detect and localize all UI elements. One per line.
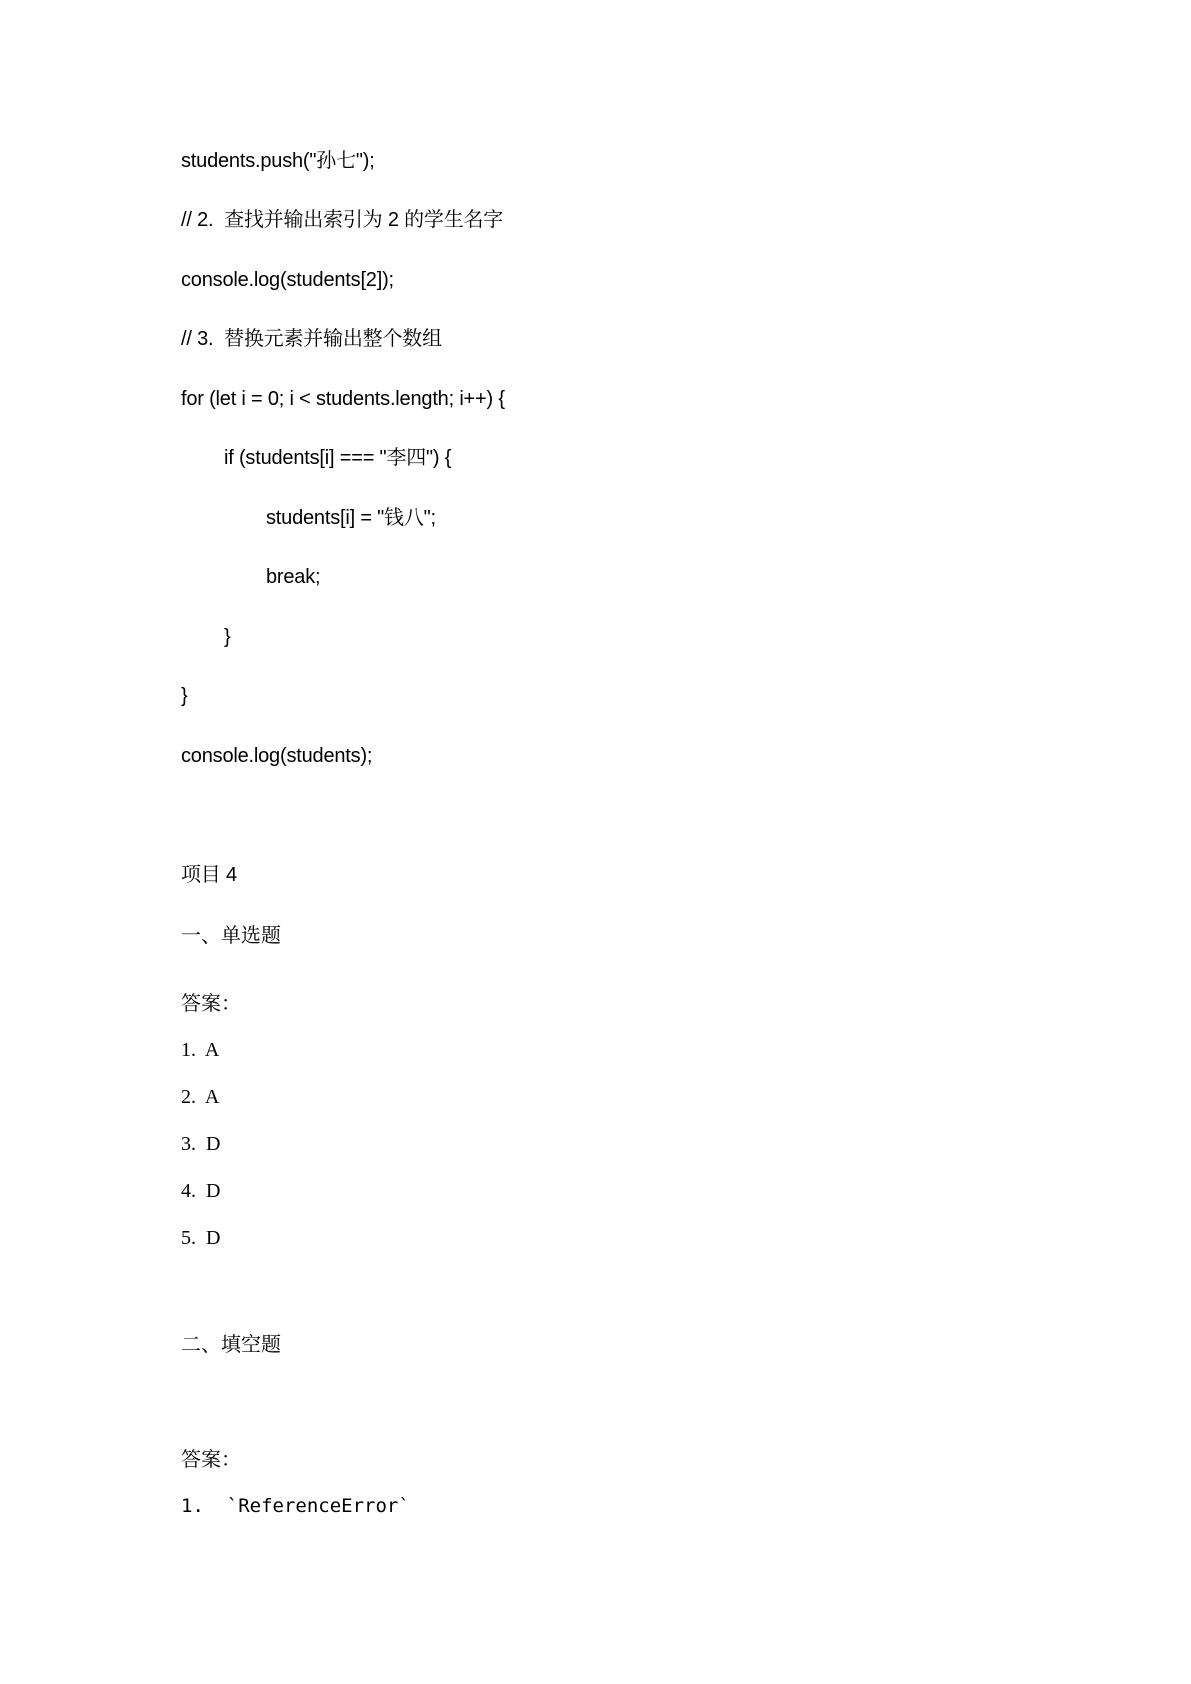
- answer-item: 1. A: [181, 1039, 220, 1061]
- answer-label: 答案：: [181, 1447, 241, 1471]
- code-for-loop: for (let i = 0; i < students.length; i++) {: [181, 388, 505, 410]
- code-if-statement: if (students[i] === "李四") {: [224, 447, 452, 469]
- code-line-push: students.push("孙七");: [181, 150, 375, 172]
- project-title: 项目 4: [181, 864, 237, 886]
- code-final-log: console.log(students);: [181, 745, 373, 767]
- code-assignment: students[i] = "钱八";: [266, 507, 436, 529]
- code-comment-3: // 3. 替换元素并输出整个数组: [181, 328, 442, 350]
- code-close-for: }: [181, 685, 188, 707]
- answer-label: 答案：: [181, 991, 241, 1015]
- answer-item: 4. D: [181, 1180, 221, 1202]
- answer-item: 1. `ReferenceError`: [181, 1495, 410, 1517]
- code-break: break;: [266, 566, 321, 588]
- code-comment-2: // 2. 查找并输出索引为 2 的学生名字: [181, 209, 504, 231]
- answer-item: 5. D: [181, 1227, 221, 1249]
- code-line-log-index: console.log(students[2]);: [181, 269, 394, 291]
- answer-item: 3. D: [181, 1133, 221, 1155]
- code-close-if: }: [224, 626, 231, 648]
- section-heading-single-choice: 一、单选题: [181, 923, 281, 947]
- answer-item: 2. A: [181, 1086, 220, 1108]
- section-heading-fill-blank: 二、填空题: [181, 1332, 281, 1356]
